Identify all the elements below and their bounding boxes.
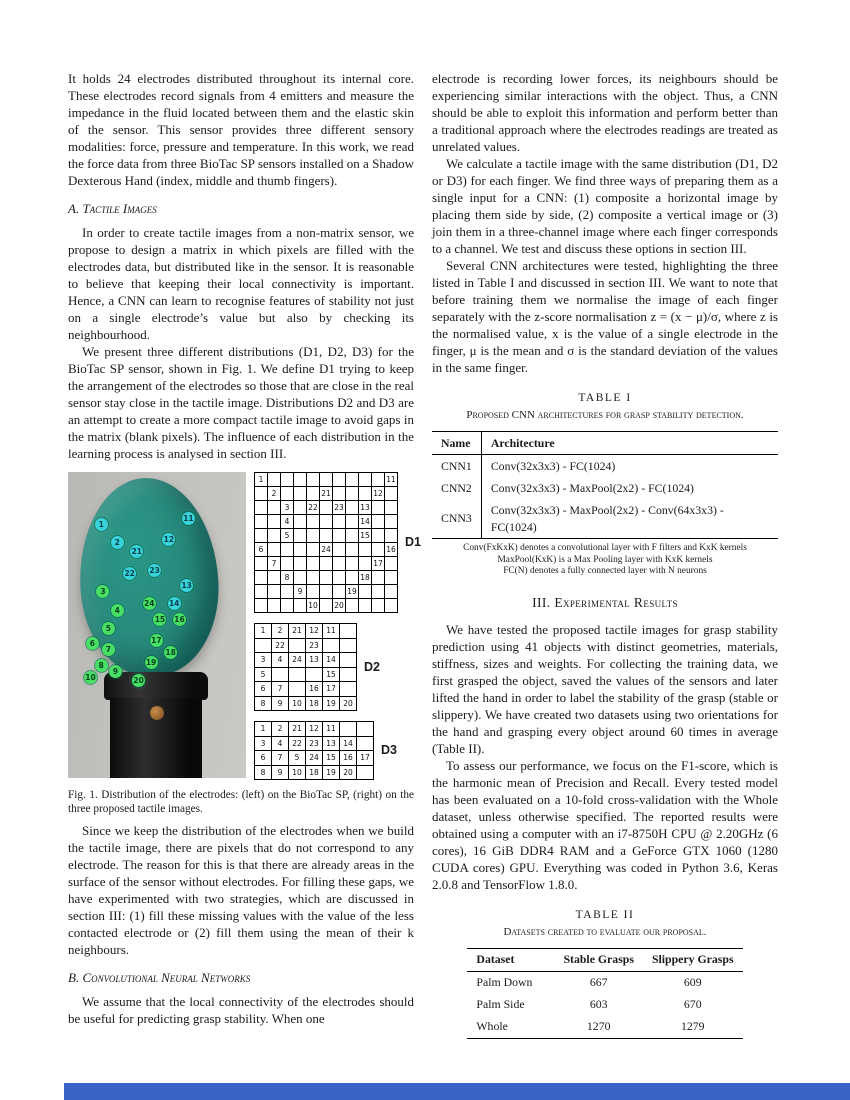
tactile-grid-cell: 6 [255,543,267,556]
tactile-grid-cell [272,668,288,682]
tactile-grid-cell: 12 [373,489,383,498]
subsection-heading-a: A. Tactile Images [68,201,157,216]
tactile-grid-cell [359,599,371,612]
tactile-grid-cell: 6 [255,751,271,765]
tactile-grid-cell [346,473,358,486]
electrode-dot-20: 20 [133,675,144,685]
tactile-grid-cell [289,639,305,653]
tactile-grid-cell [255,571,267,584]
electrode-dot-7: 7 [102,643,115,656]
tactile-grid-cell: 17 [373,559,383,568]
paragraph-tactile-2: We present three different distributions (D1, D2, D3) for the BioTac SP sensor, shown in Fig. 1. We define D1 trying to keep the arrangement of the electrodes so those that are close in the real sensor stay close in the tactile image. Distributions D2 and D3 are an attempt to create a more compact tactile image to avoid gaps in the matrix (blank pixels). The influence of each distribution in the learning process is analysed in section III. [68,344,414,461]
tactile-grid-cell: 23 [306,639,322,653]
tactile-grid-cell [385,487,397,500]
tactile-grid-cell: 1 [255,473,267,486]
figure-1 [68,472,421,816]
sensor-base-copper-detail [150,706,164,720]
tactile-grid-cell [320,571,332,584]
tactile-grid-cell: 2 [268,487,280,500]
tactile-grid-cell [255,585,267,598]
grid-row-d1 [254,472,421,613]
paragraph-cnn-intro: We assume that the local connectivity of the electrodes should be useful for predicting grasp stability. When one [68,994,414,1026]
tactile-grid-cell [294,557,306,570]
table-2-header-dataset: Dataset [467,948,554,971]
tactile-grid-cell [346,515,358,528]
tactile-grid-cell [294,529,306,542]
right-column [432,70,778,1047]
tactile-grid-cell: 14 [360,517,370,526]
tactile-grid-cell: 10 [308,601,318,610]
tactile-grid-cell [340,624,356,638]
paragraph-tactile-1: In order to create tactile images from a non-matrix sensor, we propose to design a matrix in which pixels are filled with the electrodes data, but distributed like in the sensor. It is reasonable to believe that keeping their local connectivity is important. Hence, a CNN can learn to recognise features of stability not just on a single electrode’s value but also by checking its neighbourhood. [68,225,414,342]
tactile-grid-cell [333,571,345,584]
tactile-grid-cell: 2 [272,722,288,736]
tactile-grid-cell [359,585,371,598]
electrode-dot-3: 3 [96,585,109,598]
electrode-dot-4: 4 [111,604,124,617]
tactile-grid-cell [289,682,305,696]
tactile-grid-cell: 23 [306,737,322,751]
tactile-grid-cell: 7 [268,557,280,570]
tactile-grid-cell [346,599,358,612]
table-cell: Whole [476,1019,508,1033]
tactile-grid-cell [255,515,267,528]
tactile-grid-cell [357,722,373,736]
tactile-grid-cell [346,557,358,570]
tactile-grid-cell [294,599,306,612]
tactile-grid-cell: 20 [334,601,344,610]
electrode-dot-16: 16 [174,614,185,624]
bottom-blue-bar [64,1083,850,1100]
tactile-grid-cell: 19 [347,587,357,596]
electrode-dot-5: 5 [102,622,115,635]
table-header-row [432,432,778,455]
table-cell: 670 [683,997,702,1011]
paragraph-architectures: Several CNN architectures were tested, highlighting the three listed in Table I and discussed in section III. We want to note that before training them we normalise the image of each finger separately with the z-score normalisation z = (x − μ)/σ, where z is the normalised value, x is the value of a single electrode in the finger, μ is the mean and σ is the standard deviation of the values in the same finger. [432,258,778,375]
paragraph-experiments: We have tested the proposed tactile images for grasp stability prediction using 41 objects with distinct geometries, materials, stiffness, sizes and weights. For collecting the training data, we first grasped the object, saved the values of the sensors and later lifted the hand in order to label the stability of the grasp (stable or slippery). We have created two datasets using two orientations for the hand and grasping every object around 60 times in average (Table II). [432,621,778,756]
paragraph-intro: It holds 24 electrodes distributed throughout its internal core. These electrodes record signals from 4 emitters and measure the impedance in the fluid located between them and the elastic skin of the sensor. This sensor provides three different sensory modalities: force, pressure and temperature. In this work, we read the force data from three BioTac SP sensors installed on a Shadow Dexterous Hand (index, middle and thumb fingers). [68,71,414,188]
table-cell: CNN3 [432,499,481,539]
electrode-dot-21: 21 [131,547,143,557]
tactile-grid-cell: 17 [357,751,373,765]
tactile-grid-d2 [254,623,357,711]
table-cell: Conv(32x3x3) - MaxPool(2x2) - FC(1024) [490,480,694,495]
electrode-dot-12: 12 [163,535,175,545]
table-1-footnotes [432,543,778,578]
table-1-caption: Proposed CNN architectures for grasp stability detection. [466,409,744,421]
tactile-grid-cell [340,682,356,696]
paragraph-f1-setup: To assess our performance, we focus on the F1-score, which is the harmonic mean of Precision and Recall. Every tested model has been evaluated on a 10-fold cross-validation with the Whole dataset, unless otherwise specified. The reported results were obtained using a computer with an i7-8750H CPU @ 2.20GHz (6 cores), 16 GiB DDR4 RAM and a GeForce GTX 1060 (1280 CUDA cores) GPU. Everything was coded in Python 3.6, Keras 2.0.8 and TensorFlow 1.8.0. [432,757,778,892]
tactile-grid-cell [385,515,397,528]
tactile-grid-cell: 12 [306,624,322,638]
tactile-grid-cell [385,599,397,612]
paragraph-input-ways: We calculate a tactile image with the same distribution (D1, D2 or D3) for each finger. We find three ways of preparing them as a single input for a CNN: (1) composite a horizontal image by placing them side by side, (2) composite a vertical image or (3) join them in a three-channel image where each finger corresponds to a channel. We test and discuss these options in section III. [432,156,778,256]
table-2-label: TABLE II [575,908,635,921]
tactile-grid-cell: 15 [323,751,339,765]
tactile-grid-cell [385,501,397,514]
table-2-body [467,971,742,1038]
tactile-grid-cell [333,543,345,556]
table-cell: 603 [589,997,608,1011]
tactile-grid-cell [307,529,319,542]
table-row [467,971,742,994]
table-row [467,1016,742,1039]
tactile-grid-cell: 21 [289,624,305,638]
table-footnote-line: MaxPool(KxK) is a Max Pooling layer with KxK kernels [497,554,713,565]
table-2-header-stable: Stable Grasps [554,948,642,971]
tactile-grid-cell [255,501,267,514]
tactile-grid-cell: 24 [306,751,322,765]
tactile-grid-cell: 9 [294,585,306,598]
electrode-dot-18: 18 [165,648,176,658]
tactile-grid-cell: 3 [281,501,293,514]
tactile-grid-cell [372,501,384,514]
tactile-grid-cell: 13 [306,653,322,667]
figure-1-caption: Fig. 1. Distribution of the electrodes: (left) on the BioTac SP, (right) on the three proposed tactile images. [68,789,414,815]
tactile-grid-cell: 11 [386,475,396,484]
tactile-grid-cell [307,473,319,486]
tactile-grid-cell [294,543,306,556]
tactile-grid-cell: 8 [255,766,271,780]
table-1-label: TABLE I [578,392,632,404]
tactile-grid-cell: 14 [340,737,356,751]
table-footnote-line: Conv(FxKxK) denotes a convolutional layer with F filters and KxK kernels [463,543,747,553]
tactile-grid-cell: 8 [281,571,293,584]
tactile-grid-cell [357,766,373,780]
subsection-heading-b: B. Convolutional Neural Networks [68,970,251,985]
table-1-header-name: Name [432,432,481,455]
tactile-grid-cell [255,487,267,500]
table-2-block [432,907,778,1039]
tactile-grid-cell: 24 [321,545,331,554]
grid-row-d2 [254,623,421,711]
tactile-grid-cell [307,571,319,584]
tactile-grid-cell: 17 [323,682,339,696]
table-cell: Conv(32x3x3) - FC(1024) [490,458,616,473]
tactile-grid-d1 [254,472,398,613]
electrode-dot-11: 11 [183,513,194,523]
tactile-grid-cell: 5 [281,529,293,542]
figure-1-content [68,472,421,780]
tactile-grid-cell: 4 [281,515,293,528]
electrode-dot-23: 23 [149,565,160,575]
tactile-grid-cell [320,501,332,514]
tactile-grid-cell: 19 [323,766,339,780]
tactile-grid-cell [372,585,384,598]
tactile-grid-cell: 15 [323,668,339,682]
tactile-grid-cell [294,515,306,528]
table-footnote-line: FC(N) denotes a fully connected layer with N neurons [503,566,707,576]
tactile-grid-cell: 12 [306,722,322,736]
tactile-grid-cell [268,571,280,584]
tactile-grid-cell [307,515,319,528]
tactile-grid-cell [357,737,373,751]
paragraph-gap-filling: Since we keep the distribution of the electrodes when we build the tactile image, there are pixels that do not correspond to any electrode. The reason for this is that there are already areas in the surface of the sensor without electrodes. For filling these gaps, we have experimented with two strategies, which are discussed in section III: (1) fill these missing values with the value of the less contacted electrode or (2) fill them using the mean of their k neighbours. [68,823,414,957]
table-row [467,994,742,1016]
electrode-dot-22: 22 [124,568,135,578]
tactile-grid-cell: 4 [272,737,288,751]
tactile-grid-cell: 8 [255,697,271,711]
tactile-grid-cell: 9 [272,766,288,780]
electrode-dot-1: 1 [95,518,108,531]
tactile-grid-cell [333,473,345,486]
tactile-grid-cell [268,515,280,528]
tactile-grid-cell: 11 [323,624,339,638]
electrode-dot-19: 19 [145,657,157,667]
grid-label-d3: D3 [381,743,397,757]
tactile-grid-cell [281,599,293,612]
tactile-grid-cell: 18 [360,573,370,582]
table-row [432,455,778,478]
tactile-grid-cell [307,557,319,570]
tactile-grid-cell [268,501,280,514]
tactile-grid-cell [340,653,356,667]
tactile-grid-cell [340,722,356,736]
tactile-grid-cell [289,668,305,682]
section-heading-iii: III. Experimental Results [532,594,678,610]
table-cell: 1270 [586,1019,611,1033]
tactile-grid-cell: 21 [321,489,331,498]
two-column-layout [68,70,784,1047]
tactile-grid-cell: 2 [272,624,288,638]
table-cell: 667 [589,975,608,989]
tactile-grid-cell [372,515,384,528]
tactile-grid-cell: 18 [306,697,322,711]
tactile-grid-cell: 7 [272,682,288,696]
tactile-grid-cell: 9 [272,697,288,711]
tactile-grid-cell [294,487,306,500]
tactile-grid-cell [320,557,332,570]
electrode-dot-2: 2 [111,536,124,549]
electrode-dot-24: 24 [144,599,155,609]
tactile-grid-cell [320,599,332,612]
tactile-grid-cell [333,515,345,528]
biotac-sensor-shape [75,475,223,680]
tactile-grid-cell: 22 [272,639,288,653]
electrode-dot-13: 13 [181,581,192,591]
table-2-header-slippery: Slippery Grasps [643,948,743,971]
left-column [68,70,421,1047]
tactile-grid-cell [385,557,397,570]
tactile-grid-stack [254,472,421,780]
tactile-grid-cell: 16 [386,545,396,554]
tactile-grid-cell: 13 [360,503,370,512]
table-cell: CNN1 [432,455,481,478]
table-cell: Conv(32x3x3) - MaxPool(2x2) - Conv(64x3x3) - FC(1024) [490,502,724,534]
tactile-grid-cell: 4 [272,653,288,667]
grid-label-d2: D2 [364,659,380,674]
tactile-grid-cell: 23 [334,503,344,512]
table-1-body [432,455,778,539]
grid-label-d1: D1 [405,535,421,549]
tactile-grid-cell [340,668,356,682]
paragraph-neighbours: electrode is recording lower forces, its neighbours should be experiencing similar interactions with the object. Thus, a CNN should be able to exploit this information and perform better than a traditional approach where the electrodes readings are treated as unrelated values. [432,71,778,154]
tactile-grid-cell: 10 [289,697,305,711]
table-header-row [467,948,742,971]
table-cell: 1279 [680,1019,705,1033]
tactile-grid-cell [323,639,339,653]
tactile-grid-cell [372,599,384,612]
tactile-grid-cell: 20 [340,697,356,711]
tactile-grid-cell [346,487,358,500]
tactile-grid-cell [255,599,267,612]
tactile-grid-cell: 13 [323,737,339,751]
table-1-head [432,432,778,455]
grid-row-d3 [254,721,421,780]
electrode-dot-17: 17 [151,636,162,646]
tactile-grid-cell [307,543,319,556]
table-row [432,477,778,499]
electrode-dot-10: 10 [85,672,96,682]
tactile-grid-cell: 16 [340,751,356,765]
tactile-grid-cell: 10 [289,766,305,780]
tactile-grid-cell [340,639,356,653]
tactile-grid-cell [346,529,358,542]
table-cell: Palm Down [476,975,533,989]
tactile-grid-cell [268,599,280,612]
tactile-grid-cell [346,501,358,514]
tactile-grid-cell: 11 [323,722,339,736]
tactile-grid-cell: 14 [323,653,339,667]
tactile-grid-cell [306,668,322,682]
tactile-grid-cell: 6 [255,682,271,696]
tactile-grid-cell [359,473,371,486]
tactile-grid-cell [346,543,358,556]
table-2 [467,948,742,1039]
table-2-head [467,948,742,971]
tactile-grid-cell: 3 [255,653,271,667]
table-cell: Palm Side [476,997,525,1011]
tactile-grid-cell [333,557,345,570]
tactile-grid-cell [281,473,293,486]
tactile-grid-cell [320,515,332,528]
electrode-dot-6: 6 [86,637,99,650]
table-1-block [432,390,778,578]
table-cell: 609 [683,975,702,989]
tactile-grid-cell: 18 [306,766,322,780]
tactile-grid-cell [320,585,332,598]
tactile-grid-cell: 22 [289,737,305,751]
tactile-grid-cell [372,571,384,584]
tactile-grid-cell [294,473,306,486]
tactile-grid-cell: 19 [323,697,339,711]
tactile-grid-cell: 3 [255,737,271,751]
tactile-grid-cell: 1 [255,722,271,736]
tactile-grid-cell: 22 [308,503,318,512]
table-1-header-architecture: Architecture [481,432,778,455]
tactile-grid-cell [333,529,345,542]
tactile-grid-cell [359,543,371,556]
table-cell: CNN2 [432,477,481,499]
tactile-grid-cell [294,501,306,514]
tactile-grid-cell: 16 [306,682,322,696]
table-1 [432,431,778,539]
tactile-grid-cell [385,571,397,584]
tactile-grid-cell: 1 [255,624,271,638]
table-row [432,499,778,539]
tactile-grid-cell [372,529,384,542]
tactile-grid-cell [385,585,397,598]
table-2-caption: Datasets created to evaluate our proposal. [503,925,707,938]
tactile-grid-cell: 24 [289,653,305,667]
electrode-dot-15: 15 [154,614,166,624]
tactile-grid-cell: 21 [289,722,305,736]
tactile-grid-cell: 15 [360,531,370,540]
tactile-grid-cell [268,529,280,542]
electrode-dot-9: 9 [109,665,122,678]
electrode-dot-14: 14 [168,599,180,609]
electrode-dot-8: 8 [95,659,108,672]
tactile-grid-cell [255,639,271,653]
tactile-grid-cell [255,557,267,570]
tactile-grid-cell: 5 [255,668,271,682]
tactile-grid-cell: 20 [340,766,356,780]
biotac-sensor-photo [68,472,246,778]
tactile-grid-cell: 7 [272,751,288,765]
tactile-grid-cell [281,543,293,556]
tactile-grid-cell [268,585,280,598]
tactile-grid-cell: 5 [289,751,305,765]
tactile-grid-d3 [254,721,374,780]
tactile-grid-cell [281,585,293,598]
